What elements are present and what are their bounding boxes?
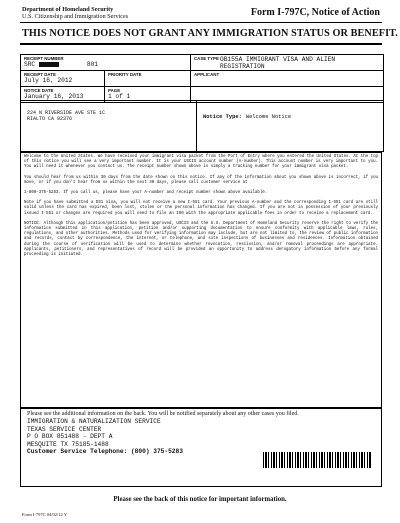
header-rule xyxy=(20,22,382,23)
agency-name: U.S. Citizenship and Immigration Services xyxy=(22,13,129,20)
receipt-number-label: RECEIPT NUMBER xyxy=(24,56,64,61)
service-line-4: MESQUITE TX 75185-1488 xyxy=(27,440,109,448)
phone-paragraph: 1-800-375-5283. If you call us, please have your A-number and receipt number shown above available. xyxy=(24,191,268,196)
notice-type-label: Notice Type: xyxy=(203,114,242,120)
notice-date-label: NOTICE DATE xyxy=(24,88,54,93)
receipt-date-label: RECEIPT DATE xyxy=(24,72,56,77)
form-number: Form I-797C, Notice of Action xyxy=(250,7,380,18)
customer-service-phone: Customer Service Telephone: (800) 375-5283 xyxy=(27,448,183,455)
address-line-2: RIALTO CA 92376 xyxy=(27,116,73,122)
page-value: 1 of 1 xyxy=(108,93,131,100)
verification-paragraph: NOTICE: Although this application/petition has been approved, USCIS and the U.S. Department of Homeland Security reserve the right to verify the information submitted in this application, petition and/or supporting documentation to ensure conformity with applicable laws, rules, regulations, and other authorities. Methods used for verifying information may include, but are not limited to, the review of public information and records, contact by correspondence, the internet, or telephone, and site inspections of businesses and residences. Information obtained during the course of verification will be used to determine whether revocation, rescission, and/or removal proceedings are appropriate. Applicants, petitioners, and representatives of record will be provided an opportunity to address derogatory information before any formal proceeding is initiated. xyxy=(24,221,378,258)
priority-date-cell xyxy=(105,71,191,86)
receipt-number-suffix: 801 xyxy=(86,61,98,68)
notice-date-value: January 16, 2013 xyxy=(24,93,84,100)
receipt-date-cell xyxy=(21,71,105,86)
receipt-date-value: July 16, 2012 xyxy=(24,77,73,84)
redaction-bar xyxy=(39,62,59,67)
barcode-icon xyxy=(263,452,371,468)
main-notice: THIS NOTICE DOES NOT GRANT ANY IMMIGRATION STATUS OR BENEFIT. xyxy=(22,28,398,39)
address-line-1: 224 N RIVERSIDE AVE STE 1C xyxy=(27,110,106,116)
priority-date-label: PRIORITY DATE xyxy=(108,72,142,77)
case-info-grid xyxy=(20,54,384,103)
receipt-number-value xyxy=(24,61,187,68)
service-line-2: TEXAS SERVICE CENTER xyxy=(27,425,102,433)
back-notice: Please see the back of this notice for important information. xyxy=(113,496,287,503)
case-type-value: OB155A IMMIGRANT VISA AND ALIEN REGISTRATION xyxy=(220,56,336,70)
contact-paragraph: You should hear from us within 30 days from the date shown on this notice. If any of the information about you shown above is incorrect, if you move, or if you don't hear from us within the next 30 days, please call customer service at xyxy=(24,175,378,185)
department-name: Department of Homeland Security xyxy=(22,6,114,13)
page-label: PAGE xyxy=(108,88,121,93)
receipt-number-cell xyxy=(21,55,191,70)
service-line-1: IMMIGRATION & NATURALIZATION SERVICE xyxy=(27,418,161,425)
case-type-label: CASE TYPE xyxy=(194,56,219,61)
card-paragraph: Note if you have submitted a DS1 visa, you will not receive a new I-551 card. Your previous A-number and the corresponding I-551 card are still valid unless the card has expired, been lost, stolen or the personal information has changed. If you are not in possession of your previously issued I-551 or changes are required you will need to file an I90 with the appropriate applicable fees in order to receive a replacement card. xyxy=(24,201,378,216)
welcome-paragraph: Welcome to the United States. We have received your immigrant visa packet from the Port of Entry where you entered the United States. At the top of this notice you will see a very important number. It is your USCIS account number (A-number). This account number is very important to you. You will need it whenever you contact us. The receipt number shown above is simply a tracking number for your immigrant visa packet. xyxy=(24,155,378,170)
notice-type-area xyxy=(197,101,383,151)
service-line-3: P O BOX 851488 - DEPT A xyxy=(27,433,113,440)
service-center-box xyxy=(20,407,382,487)
case-type-cell xyxy=(191,55,383,70)
mailing-address xyxy=(21,101,197,151)
form-version: Form I-797C 04/02/12 Y xyxy=(22,512,67,517)
applicant-cell xyxy=(191,71,383,86)
receipt-number-prefix: SRC xyxy=(24,61,36,68)
address-box xyxy=(20,100,384,152)
notice-type-value: Welcome Notice xyxy=(245,114,292,120)
applicant-label: APPLICANT xyxy=(194,72,220,77)
additional-info-note: Please see the additional information on the back. You will be notified separately about any other cases you filed. xyxy=(27,411,299,417)
notice-rule xyxy=(20,43,382,45)
notice-body xyxy=(20,152,382,409)
